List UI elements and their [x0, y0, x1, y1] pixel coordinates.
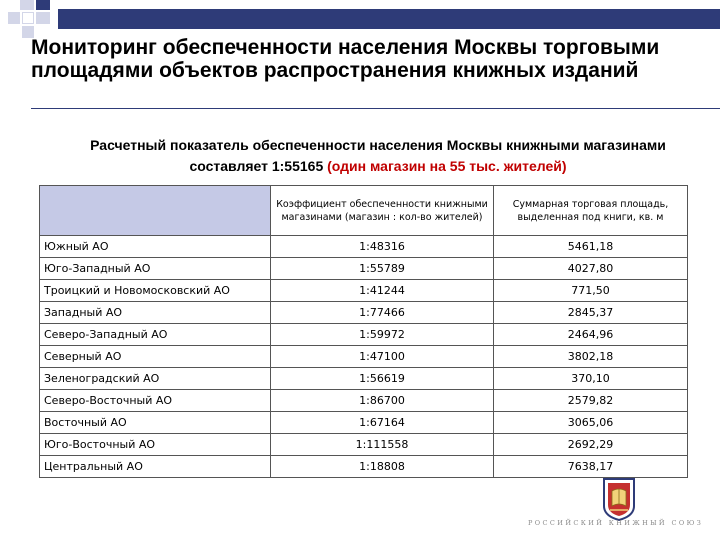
area-value: 771,50 [494, 280, 688, 302]
table-row [40, 412, 688, 434]
title-divider [31, 108, 720, 109]
ratio-value: 1:111558 [271, 434, 494, 456]
districts-table [39, 185, 688, 478]
area-value: 2464,96 [494, 324, 688, 346]
district-name: Троицкий и Новомосковский АО [40, 280, 271, 302]
ratio-value: 1:48316 [271, 236, 494, 258]
table-row [40, 302, 688, 324]
top-banner-bar [58, 9, 720, 29]
district-name: Северный АО [40, 346, 271, 368]
table-header-row [40, 186, 688, 236]
header-ratio: Коэффициент обеспеченности книжными магазинами (магазин : кол-во жителей) [271, 186, 494, 236]
area-value: 5461,18 [494, 236, 688, 258]
district-name: Западный АО [40, 302, 271, 324]
ratio-value: 1:18808 [271, 456, 494, 478]
table-row [40, 456, 688, 478]
table-row [40, 236, 688, 258]
table-row [40, 390, 688, 412]
ratio-value: 1:47100 [271, 346, 494, 368]
area-value: 4027,80 [494, 258, 688, 280]
ratio-value: 1:77466 [271, 302, 494, 324]
area-value: 2579,82 [494, 390, 688, 412]
page-title: Мониторинг обеспеченности населения Москвы торговыми площадями объектов распространения книжных изданий [31, 36, 660, 82]
book-union-logo-icon [598, 476, 640, 522]
district-name: Южный АО [40, 236, 271, 258]
summary-highlight: (один магазин на 55 тыс. жителей) [327, 158, 567, 174]
area-value: 2692,29 [494, 434, 688, 456]
district-name: Центральный АО [40, 456, 271, 478]
table-row [40, 324, 688, 346]
area-value: 3065,06 [494, 412, 688, 434]
summary-line-2-prefix: составляет 1:55165 [189, 158, 328, 174]
ratio-value: 1:59972 [271, 324, 494, 346]
area-value: 370,10 [494, 368, 688, 390]
area-value: 7638,17 [494, 456, 688, 478]
ratio-value: 1:56619 [271, 368, 494, 390]
ratio-value: 1:55789 [271, 258, 494, 280]
district-name: Зеленоградский АО [40, 368, 271, 390]
district-name: Северо-Восточный АО [40, 390, 271, 412]
table-row [40, 434, 688, 456]
summary-text [40, 135, 716, 177]
summary-line-2 [40, 156, 716, 177]
ratio-value: 1:67164 [271, 412, 494, 434]
district-name: Юго-Западный АО [40, 258, 271, 280]
header-area: Суммарная торговая площадь, выделенная под книги, кв. м [494, 186, 688, 236]
area-value: 2845,37 [494, 302, 688, 324]
district-name: Северо-Западный АО [40, 324, 271, 346]
area-value: 3802,18 [494, 346, 688, 368]
table-row [40, 280, 688, 302]
summary-line-1: Расчетный показатель обеспеченности населения Москвы книжными магазинами [90, 137, 666, 153]
table-row [40, 346, 688, 368]
header-district [40, 186, 271, 236]
ratio-value: 1:41244 [271, 280, 494, 302]
table-row [40, 258, 688, 280]
district-name: Юго-Восточный АО [40, 434, 271, 456]
table-row [40, 368, 688, 390]
district-name: Восточный АО [40, 412, 271, 434]
logo-caption: РОССИЙСКИЙ КНИЖНЫЙ СОЮЗ [528, 519, 704, 527]
ratio-value: 1:86700 [271, 390, 494, 412]
